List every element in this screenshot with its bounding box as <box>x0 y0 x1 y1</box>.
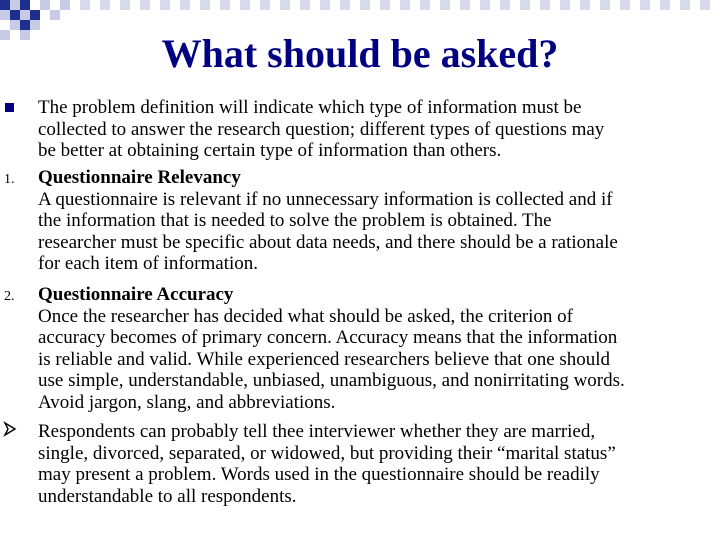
item-text-line: for each item of information. <box>38 253 259 274</box>
arrow-bullet-icon <box>3 421 17 437</box>
item-text-line: A questionnaire is relevant if no unnecessary information is collected and if <box>38 188 613 210</box>
item-text-line: collected to answer the research question; different types of questions may <box>38 118 605 140</box>
item-text-line: the information that is needed to solve the problem is obtained. The <box>38 210 552 231</box>
list-item <box>38 97 716 162</box>
list-item <box>4 167 716 275</box>
item-text-line: Avoid jargon, slang, and abbreviations. <box>38 391 336 413</box>
item-text-line: may present a problem. Words used in the questionnaire should be readily <box>38 464 600 485</box>
item-text-line: understandable to all respondents. <box>38 485 297 507</box>
item-heading: Questionnaire Relevancy <box>38 167 241 188</box>
item-text-line: The problem definition will indicate which type of information must be <box>38 97 582 118</box>
list-number: 1. <box>4 172 15 187</box>
page-title: What should be asked? <box>161 31 559 76</box>
square-bullet-icon <box>5 103 14 112</box>
list-item <box>4 284 716 413</box>
item-text-line: use simple, understandable, unbiased, unambiguous, and nonirritating words. <box>38 370 625 391</box>
item-text-line: Once the researcher has decided what should be asked, the criterion of <box>38 305 573 327</box>
item-text-line: is reliable and valid. While experienced researchers believe that one should <box>38 348 611 370</box>
list-item <box>38 421 716 507</box>
item-text-line: be better at obtaining certain type of information than others. <box>38 140 502 161</box>
item-heading: Questionnaire Accuracy <box>38 284 234 305</box>
item-text-line: accuracy becomes of primary concern. Accuracy means that the information <box>38 327 618 348</box>
item-text-line: single, divorced, separated, or widowed, but providing their “marital status” <box>38 442 616 464</box>
item-text-line: researcher must be specific about data needs, and there should be a rationale <box>38 231 618 253</box>
list-number: 2. <box>4 289 15 304</box>
item-text-line: Respondents can probably tell thee interviewer whether they are married, <box>38 421 596 442</box>
